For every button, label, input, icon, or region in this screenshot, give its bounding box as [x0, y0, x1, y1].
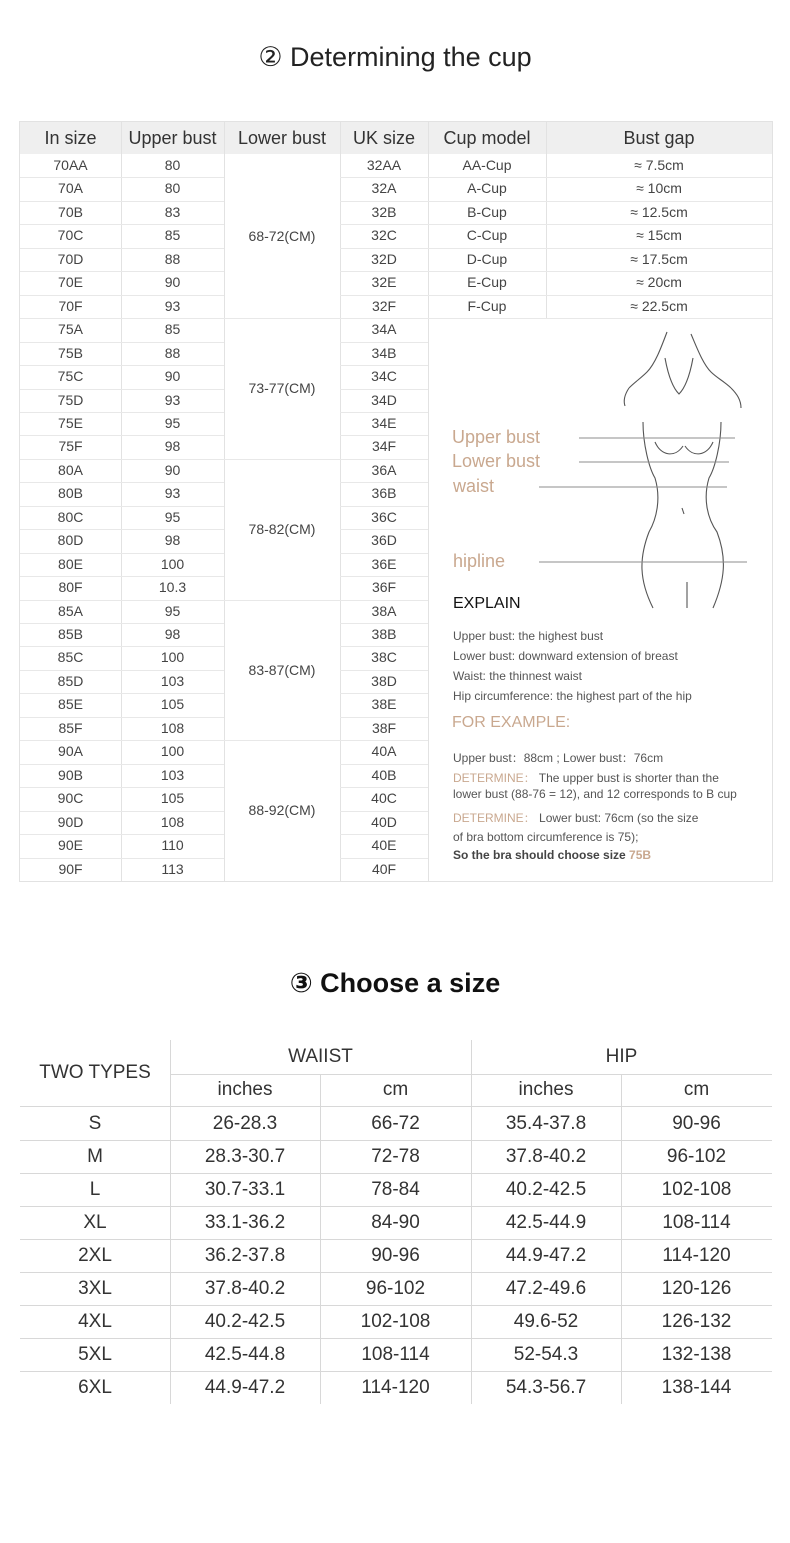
measure-cell: 28.3-30.7	[204, 1146, 286, 1167]
uk-size-cell: 40D	[371, 813, 397, 830]
measure-cell: 52-54.3	[513, 1344, 579, 1365]
upper-bust-cell: 93	[164, 297, 181, 314]
measure-cell: 132-138	[661, 1344, 732, 1365]
measure-cell: 114-120	[662, 1245, 731, 1266]
upper-bust-cell: 88	[164, 344, 181, 361]
uk-size-cell: 36E	[371, 555, 397, 572]
measure-cell: 30.7-33.1	[204, 1179, 286, 1200]
lower-bust-range-cell: 78-82(CM)	[248, 520, 316, 537]
upper-bust-cell: 98	[164, 532, 181, 549]
in-size-cell: 85B	[58, 626, 83, 642]
in-size-cell: 90D	[57, 813, 84, 830]
in-size-cell: 90E	[58, 837, 83, 854]
upper-bust-cell: 90	[164, 461, 181, 478]
in-size-cell: 70B	[58, 203, 83, 220]
in-size-cell: 90F	[58, 860, 83, 877]
in-size-cell: 75D	[57, 391, 84, 408]
uk-size-cell: 40A	[371, 743, 397, 760]
uk-size-cell: 36D	[371, 532, 397, 549]
uk-size-cell: 32C	[371, 227, 397, 244]
section-title-size: ③ Choose a size	[289, 968, 501, 998]
in-size-cell: 80F	[58, 579, 83, 596]
size-label-cell: S	[88, 1113, 102, 1134]
in-size-cell: 75F	[58, 438, 83, 455]
uk-size-cell: 34E	[371, 414, 397, 431]
measure-cell: 33.1-36.2	[204, 1212, 286, 1233]
measure-cell: 126-132	[661, 1311, 732, 1332]
cup-model-cell: D-Cup	[466, 250, 508, 267]
bust-gap-cell: ≈ 20cm	[636, 274, 682, 291]
measure-cell: 114-120	[361, 1377, 430, 1398]
in-size-cell: 85F	[58, 719, 83, 736]
upper-bust-cell: 110	[161, 837, 184, 854]
uk-size-cell: 34C	[371, 368, 397, 385]
uk-size-cell: 38E	[371, 696, 397, 713]
bust-gap-cell: ≈ 10cm	[636, 180, 682, 197]
cup-size-table	[19, 121, 773, 882]
explain-line: Upper bust: the highest bust	[453, 629, 604, 643]
unit-header: inches	[518, 1079, 574, 1100]
recommended-size: 75B	[629, 848, 652, 862]
upper-bust-cell: 85	[164, 321, 181, 338]
uk-size-cell: 32B	[371, 203, 397, 220]
in-size-cell: 70AA	[53, 157, 88, 173]
uk-size-cell: 38C	[371, 649, 397, 666]
measure-cell: 49.6-52	[513, 1311, 579, 1332]
uk-size-cell: 32F	[371, 297, 397, 314]
uk-size-cell: 34F	[371, 438, 397, 455]
measure-cell: 40.2-42.5	[204, 1311, 286, 1332]
bust-gap-cell: ≈ 7.5cm	[634, 157, 684, 173]
column-header: UK size	[352, 128, 415, 148]
measure-cell: 37.8-40.2	[204, 1278, 286, 1299]
unit-header: cm	[382, 1079, 409, 1100]
bust-gap-cell: ≈ 15cm	[636, 227, 682, 244]
size-label-cell: 3XL	[78, 1278, 112, 1299]
waist-group-header: WAIIST	[288, 1046, 353, 1067]
uk-size-cell: 38B	[371, 626, 397, 642]
in-size-cell: 80A	[58, 461, 83, 478]
cup-model-cell: AA-Cup	[462, 157, 512, 173]
measure-cell: 96-102	[365, 1278, 426, 1299]
measure-cell: 36.2-37.8	[204, 1245, 286, 1266]
uk-size-cell: 40B	[371, 766, 397, 783]
uk-size-cell: 32E	[371, 274, 397, 291]
upper-bust-cell: 88	[164, 250, 181, 267]
lower-bust-range-cell: 83-87(CM)	[248, 661, 316, 678]
upper-bust-cell: 100	[160, 649, 185, 666]
measure-cell: 90-96	[371, 1245, 420, 1266]
in-size-cell: 70A	[58, 180, 83, 197]
in-size-cell: 90A	[58, 743, 83, 760]
measure-cell: 102-108	[360, 1311, 431, 1332]
measure-cell: 66-72	[371, 1113, 420, 1134]
cup-model-cell: F-Cup	[467, 297, 507, 314]
measure-cell: 102-108	[661, 1179, 732, 1200]
hip-group-header: HIP	[605, 1046, 638, 1067]
uk-size-cell: 38F	[371, 719, 397, 736]
in-size-cell: 90C	[57, 790, 84, 807]
bust-gap-cell: ≈ 22.5cm	[630, 297, 688, 314]
column-header: Lower bust	[237, 128, 327, 148]
lower-bust-range-cell: 88-92(CM)	[248, 802, 316, 819]
upper-bust-cell: 10.3	[158, 579, 187, 596]
uk-size-cell: 32A	[371, 180, 397, 197]
column-header: Upper bust	[128, 128, 217, 148]
upper-bust-cell: 95	[164, 602, 181, 619]
measure-cell: 42.5-44.8	[204, 1344, 286, 1365]
bust-gap-cell: ≈ 12.5cm	[630, 203, 688, 220]
measure-cell: 96-102	[666, 1146, 727, 1167]
upper-bust-cell: 108	[160, 813, 185, 830]
measure-cell: 44.9-47.2	[505, 1245, 587, 1266]
in-size-cell: 70F	[58, 297, 83, 314]
in-size-cell: 80E	[58, 555, 83, 572]
in-size-cell: 85A	[58, 602, 83, 619]
example-determine-2b: of bra bottom circumference is 75);	[453, 830, 639, 844]
uk-size-cell: 32D	[371, 250, 397, 267]
uk-size-cell: 36F	[371, 579, 397, 596]
upper-bust-cell: 90	[164, 274, 181, 291]
upper-bust-cell: 113	[161, 860, 184, 877]
upper-bust-cell: 93	[164, 485, 181, 502]
measure-cell: 44.9-47.2	[204, 1377, 286, 1398]
size-label-cell: 5XL	[78, 1344, 112, 1365]
corner-header: TWO TYPES	[39, 1062, 151, 1083]
unit-header: inches	[217, 1079, 273, 1100]
example-determine-1b: lower bust (88-76 = 12), and 12 corresponds to B cup	[453, 787, 737, 801]
example-title: FOR EXAMPLE:	[452, 714, 571, 731]
upper-bust-cell: 80	[164, 157, 181, 173]
uk-size-cell: 34B	[371, 344, 397, 361]
in-size-cell: 85C	[57, 649, 84, 666]
waist-label: waist	[453, 476, 495, 496]
column-header: In size	[44, 128, 97, 148]
bust-gap-cell: ≈ 17.5cm	[630, 250, 688, 267]
uk-size-cell: 38D	[371, 672, 397, 689]
cup-model-cell: B-Cup	[467, 203, 507, 220]
uk-size-cell: 36C	[371, 508, 397, 525]
row-divider	[224, 459, 340, 460]
unit-header: cm	[683, 1079, 710, 1100]
lower-bust-range-cell: 73-77(CM)	[248, 380, 316, 397]
explain-line: Hip circumference: the highest part of the hip	[453, 689, 692, 703]
explain-title: EXPLAIN	[453, 595, 521, 612]
explain-line: Waist: the thinnest waist	[453, 669, 582, 683]
uk-size-cell: 34D	[371, 391, 397, 408]
explain-line: Lower bust: downward extension of breast	[453, 649, 678, 663]
size-label-cell: 4XL	[78, 1311, 112, 1332]
upper-bust-cell: 95	[164, 414, 181, 431]
uk-size-cell: 34A	[371, 321, 397, 338]
upper-bust-cell: 98	[164, 626, 181, 642]
in-size-cell: 90B	[58, 766, 83, 783]
upper-bust-cell: 103	[160, 672, 185, 689]
size-label-cell: L	[89, 1179, 101, 1200]
measure-cell: 37.8-40.2	[505, 1146, 587, 1167]
determine-label: DETERMINE：	[453, 811, 536, 825]
measure-cell: 42.5-44.9	[505, 1212, 587, 1233]
measure-cell: 138-144	[661, 1377, 732, 1398]
cup-model-cell: A-Cup	[467, 180, 507, 197]
uk-size-cell: 40E	[371, 837, 397, 854]
size-label-cell: M	[87, 1146, 103, 1167]
cup-model-cell: E-Cup	[467, 274, 507, 291]
measure-cell: 108-114	[662, 1212, 731, 1233]
in-size-cell: 70C	[57, 227, 84, 244]
size-label-cell: 6XL	[78, 1377, 112, 1398]
size-label-cell: XL	[83, 1212, 107, 1233]
upper-bust-cell: 108	[160, 719, 185, 736]
figure-explanation-panel	[429, 318, 771, 880]
measure-cell: 84-90	[371, 1212, 420, 1233]
row-divider	[224, 318, 340, 319]
cup-model-cell: C-Cup	[466, 227, 508, 244]
upper-bust-cell: 103	[160, 766, 185, 783]
upper-bust-cell: 80	[164, 180, 181, 197]
upper-bust-cell: 93	[164, 391, 181, 408]
in-size-cell: 75E	[58, 414, 83, 431]
lower-bust-label: Lower bust	[452, 451, 541, 471]
upper-bust-cell: 98	[164, 438, 181, 455]
determine-label: DETERMINE：	[453, 771, 536, 785]
uk-size-cell: 32AA	[366, 157, 402, 173]
column-header: Bust gap	[623, 128, 695, 148]
lower-bust-range-cell: 68-72(CM)	[248, 228, 316, 244]
measure-cell: 54.3-56.7	[505, 1377, 587, 1398]
in-size-cell: 75C	[57, 368, 84, 385]
hipline-label: hipline	[453, 551, 506, 571]
upper-bust-cell: 90	[164, 368, 181, 385]
in-size-cell: 75A	[58, 321, 83, 338]
upper-bust-cell: 83	[164, 203, 181, 220]
in-size-cell: 80B	[58, 485, 83, 502]
example-measure: Upper bust：88cm ; Lower bust：76cm	[453, 751, 664, 765]
size-label-cell: 2XL	[78, 1245, 112, 1266]
upper-bust-cell: 100	[160, 743, 185, 760]
measure-cell: 47.2-49.6	[505, 1278, 587, 1299]
in-size-cell: 80C	[57, 508, 84, 525]
measure-cell: 72-78	[371, 1146, 420, 1167]
example-conclusion: So the bra should choose size 75B	[453, 848, 652, 862]
upper-bust-cell: 105	[160, 790, 185, 807]
measure-cell: 120-126	[661, 1278, 732, 1299]
uk-size-cell: 40C	[371, 790, 397, 807]
example-determine-1: DETERMINE： The upper bust is shorter than the	[453, 771, 719, 785]
uk-size-cell: 36B	[371, 485, 397, 502]
measure-cell: 90-96	[672, 1113, 721, 1134]
upper-bust-cell: 95	[164, 508, 181, 525]
example-determine-2: DETERMINE： Lower bust: 76cm (so the size	[453, 811, 699, 825]
in-size-cell: 85E	[58, 696, 83, 713]
row-divider	[224, 600, 340, 601]
in-size-cell: 85D	[57, 672, 84, 689]
uk-size-cell: 38A	[371, 602, 397, 619]
upper-bust-cell: 105	[160, 696, 185, 713]
in-size-cell: 70D	[57, 250, 84, 267]
uk-size-cell: 36A	[371, 461, 397, 478]
measure-cell: 26-28.3	[212, 1113, 278, 1134]
upper-bust-cell: 85	[164, 227, 181, 244]
measure-cell: 35.4-37.8	[505, 1113, 587, 1134]
measure-cell: 78-84	[371, 1179, 420, 1200]
column-header: Cup model	[443, 128, 531, 148]
upper-bust-cell: 100	[160, 555, 185, 572]
in-size-cell: 75B	[58, 344, 83, 361]
upper-bust-label: Upper bust	[452, 427, 541, 447]
measure-cell: 40.2-42.5	[505, 1179, 587, 1200]
in-size-cell: 80D	[57, 532, 84, 549]
in-size-cell: 70E	[58, 274, 83, 291]
uk-size-cell: 40F	[371, 860, 397, 877]
waist-hip-size-table	[20, 1040, 772, 1404]
row-divider	[224, 740, 340, 741]
measure-cell: 108-114	[361, 1344, 430, 1365]
section-title-cup: ② Determining the cup	[258, 42, 532, 72]
